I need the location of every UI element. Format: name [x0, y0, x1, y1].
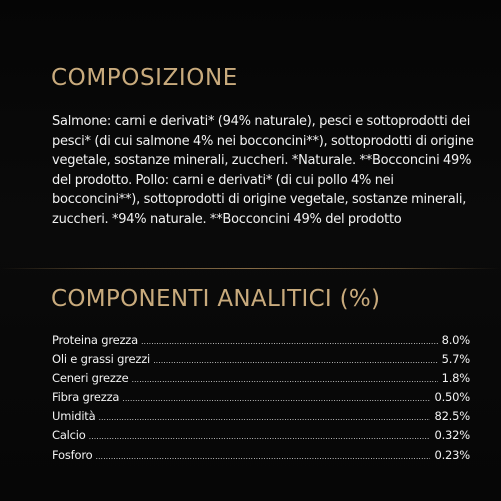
nutrient-value: 8.0% — [441, 333, 470, 347]
section-divider — [0, 268, 501, 269]
dot-leader — [153, 356, 438, 365]
nutrient-name: Ceneri grezze — [52, 371, 129, 386]
analytical-components-title: COMPONENTI ANALITICI (%) — [51, 286, 381, 312]
nutrient-name: Calcio — [52, 428, 86, 443]
dot-leader — [98, 413, 430, 422]
nutrient-name: Proteina grezza — [52, 333, 138, 347]
table-row — [52, 428, 470, 447]
nutrient-name: Fosforo — [52, 447, 93, 462]
nutrient-name: Fibra grezza — [52, 390, 120, 405]
nutrient-name: Umidità — [52, 409, 96, 424]
table-row — [52, 390, 470, 409]
table-row — [52, 409, 470, 428]
composition-title: COMPOSIZIONE — [51, 65, 238, 91]
nutrient-value: 0.23% — [434, 447, 470, 462]
analytical-components-table — [52, 333, 470, 467]
dot-leader — [95, 452, 430, 461]
dot-leader — [89, 432, 431, 441]
dot-leader — [141, 337, 438, 346]
table-row — [52, 448, 470, 467]
nutrient-value: 0.50% — [434, 390, 470, 405]
nutrient-value: 0.32% — [434, 428, 470, 443]
dot-leader — [131, 375, 437, 384]
table-row — [52, 352, 470, 371]
composition-text: Salmone: carni e derivati* (94% naturale), pesci e sottoprodotti dei pesci* (di cui salmone 4% nei bocconcini**), sottoprodotti di origine vegetale, sostanze minerali, zuccheri. *Naturale. **Bocconcini 49% del prodotto. Pollo: carni e derivati* (di cui pollo 4% nei bocconcini**), sottoprodotti di origine vegetale, sostanze minerali, zuccheri. *94% naturale. **Bocconcini 49% del prodotto — [52, 114, 474, 227]
nutrient-value: 1.8% — [441, 371, 470, 386]
nutrient-name: Oli e grassi grezzi — [52, 352, 151, 367]
table-row — [52, 333, 470, 352]
nutrient-value: 5.7% — [441, 352, 470, 367]
nutrient-value: 82.5% — [434, 409, 470, 424]
dot-leader — [122, 394, 430, 403]
table-row — [52, 371, 470, 390]
